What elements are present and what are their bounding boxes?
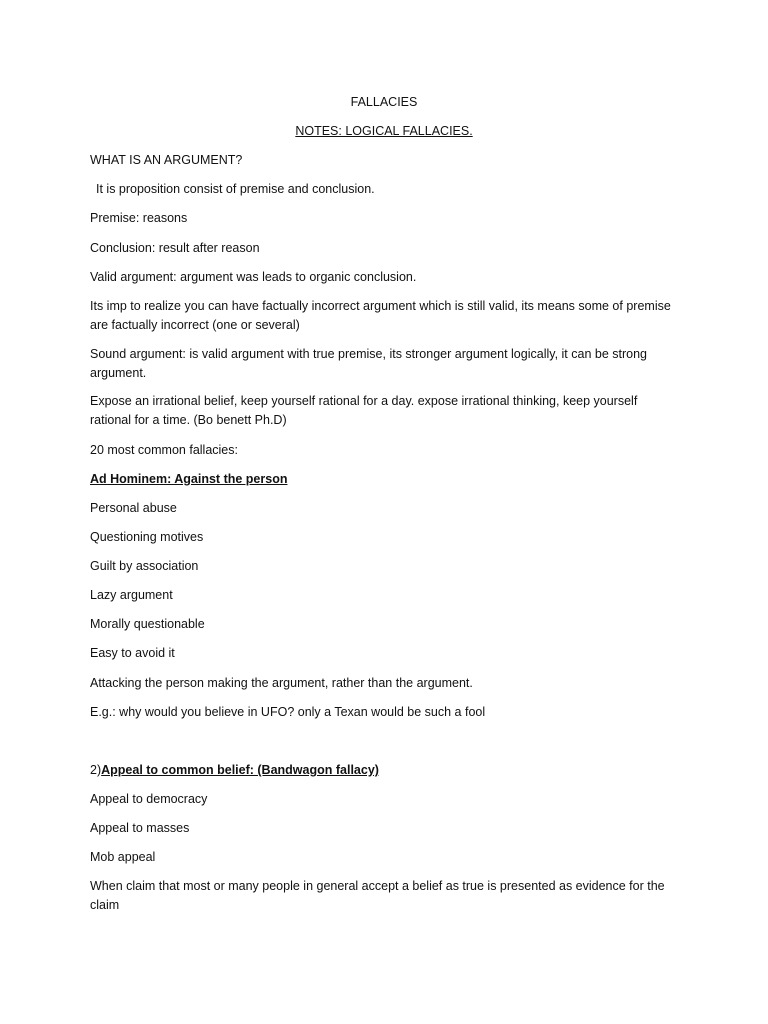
list-item: Guilt by association: [90, 559, 199, 573]
list-item: Mob appeal: [90, 850, 156, 864]
paragraph-conclusion: Conclusion: result after reason: [90, 241, 260, 255]
heading-number: 2): [90, 763, 102, 777]
heading-ad-hominem-wrap: [90, 470, 680, 489]
list-item: Appeal to democracy: [90, 792, 208, 806]
paragraph-common-fallacies: 20 most common fallacies:: [90, 443, 238, 457]
paragraph-what-is-argument: WHAT IS AN ARGUMENT?: [90, 153, 243, 167]
heading-appeal-common-belief: Appeal to common belief: (Bandwagon fallacy): [101, 763, 379, 777]
paragraph-example-ufo: E.g.: why would you believe in UFO? only a Texan would be such a fool: [90, 705, 486, 719]
document-title: FALLACIES: [350, 95, 418, 109]
paragraph-premise: Premise: reasons: [90, 211, 188, 225]
list-item: Personal abuse: [90, 501, 177, 515]
paragraph-claim-evidence: When claim that most or many people in general accept a belief as true is presented as evidence for the claim: [90, 879, 665, 912]
list-item: Questioning motives: [90, 530, 204, 544]
list-item: Easy to avoid it: [90, 646, 175, 660]
paragraph-attacking-person: Attacking the person making the argument, rather than the argument.: [90, 676, 473, 690]
heading-ad-hominem: Ad Hominem: Against the person: [90, 472, 288, 486]
list-item: Morally questionable: [90, 617, 205, 631]
document-subtitle: NOTES: LOGICAL FALLACIES.: [295, 124, 473, 138]
heading-appeal-common-belief-wrap: [90, 761, 680, 780]
document-subtitle-wrap: [0, 122, 768, 141]
paragraph-sound-argument: Sound argument: is valid argument with true premise, its stronger argument logically, it can be strong argument.: [90, 347, 647, 380]
list-item: Lazy argument: [90, 588, 173, 602]
paragraph-proposition: It is proposition consist of premise and conclusion.: [96, 182, 375, 196]
paragraph-factually-incorrect: Its imp to realize you can have factually incorrect argument which is still valid, its means some of premise are factually incorrect (one or several): [90, 299, 671, 332]
paragraph-expose-belief: Expose an irrational belief, keep yourself rational for a day. expose irrational thinking, keep yourself rational for a time. (Bo benett Ph.D): [90, 394, 638, 427]
list-item: Appeal to masses: [90, 821, 190, 835]
paragraph-valid-argument: Valid argument: argument was leads to organic conclusion.: [90, 270, 417, 284]
